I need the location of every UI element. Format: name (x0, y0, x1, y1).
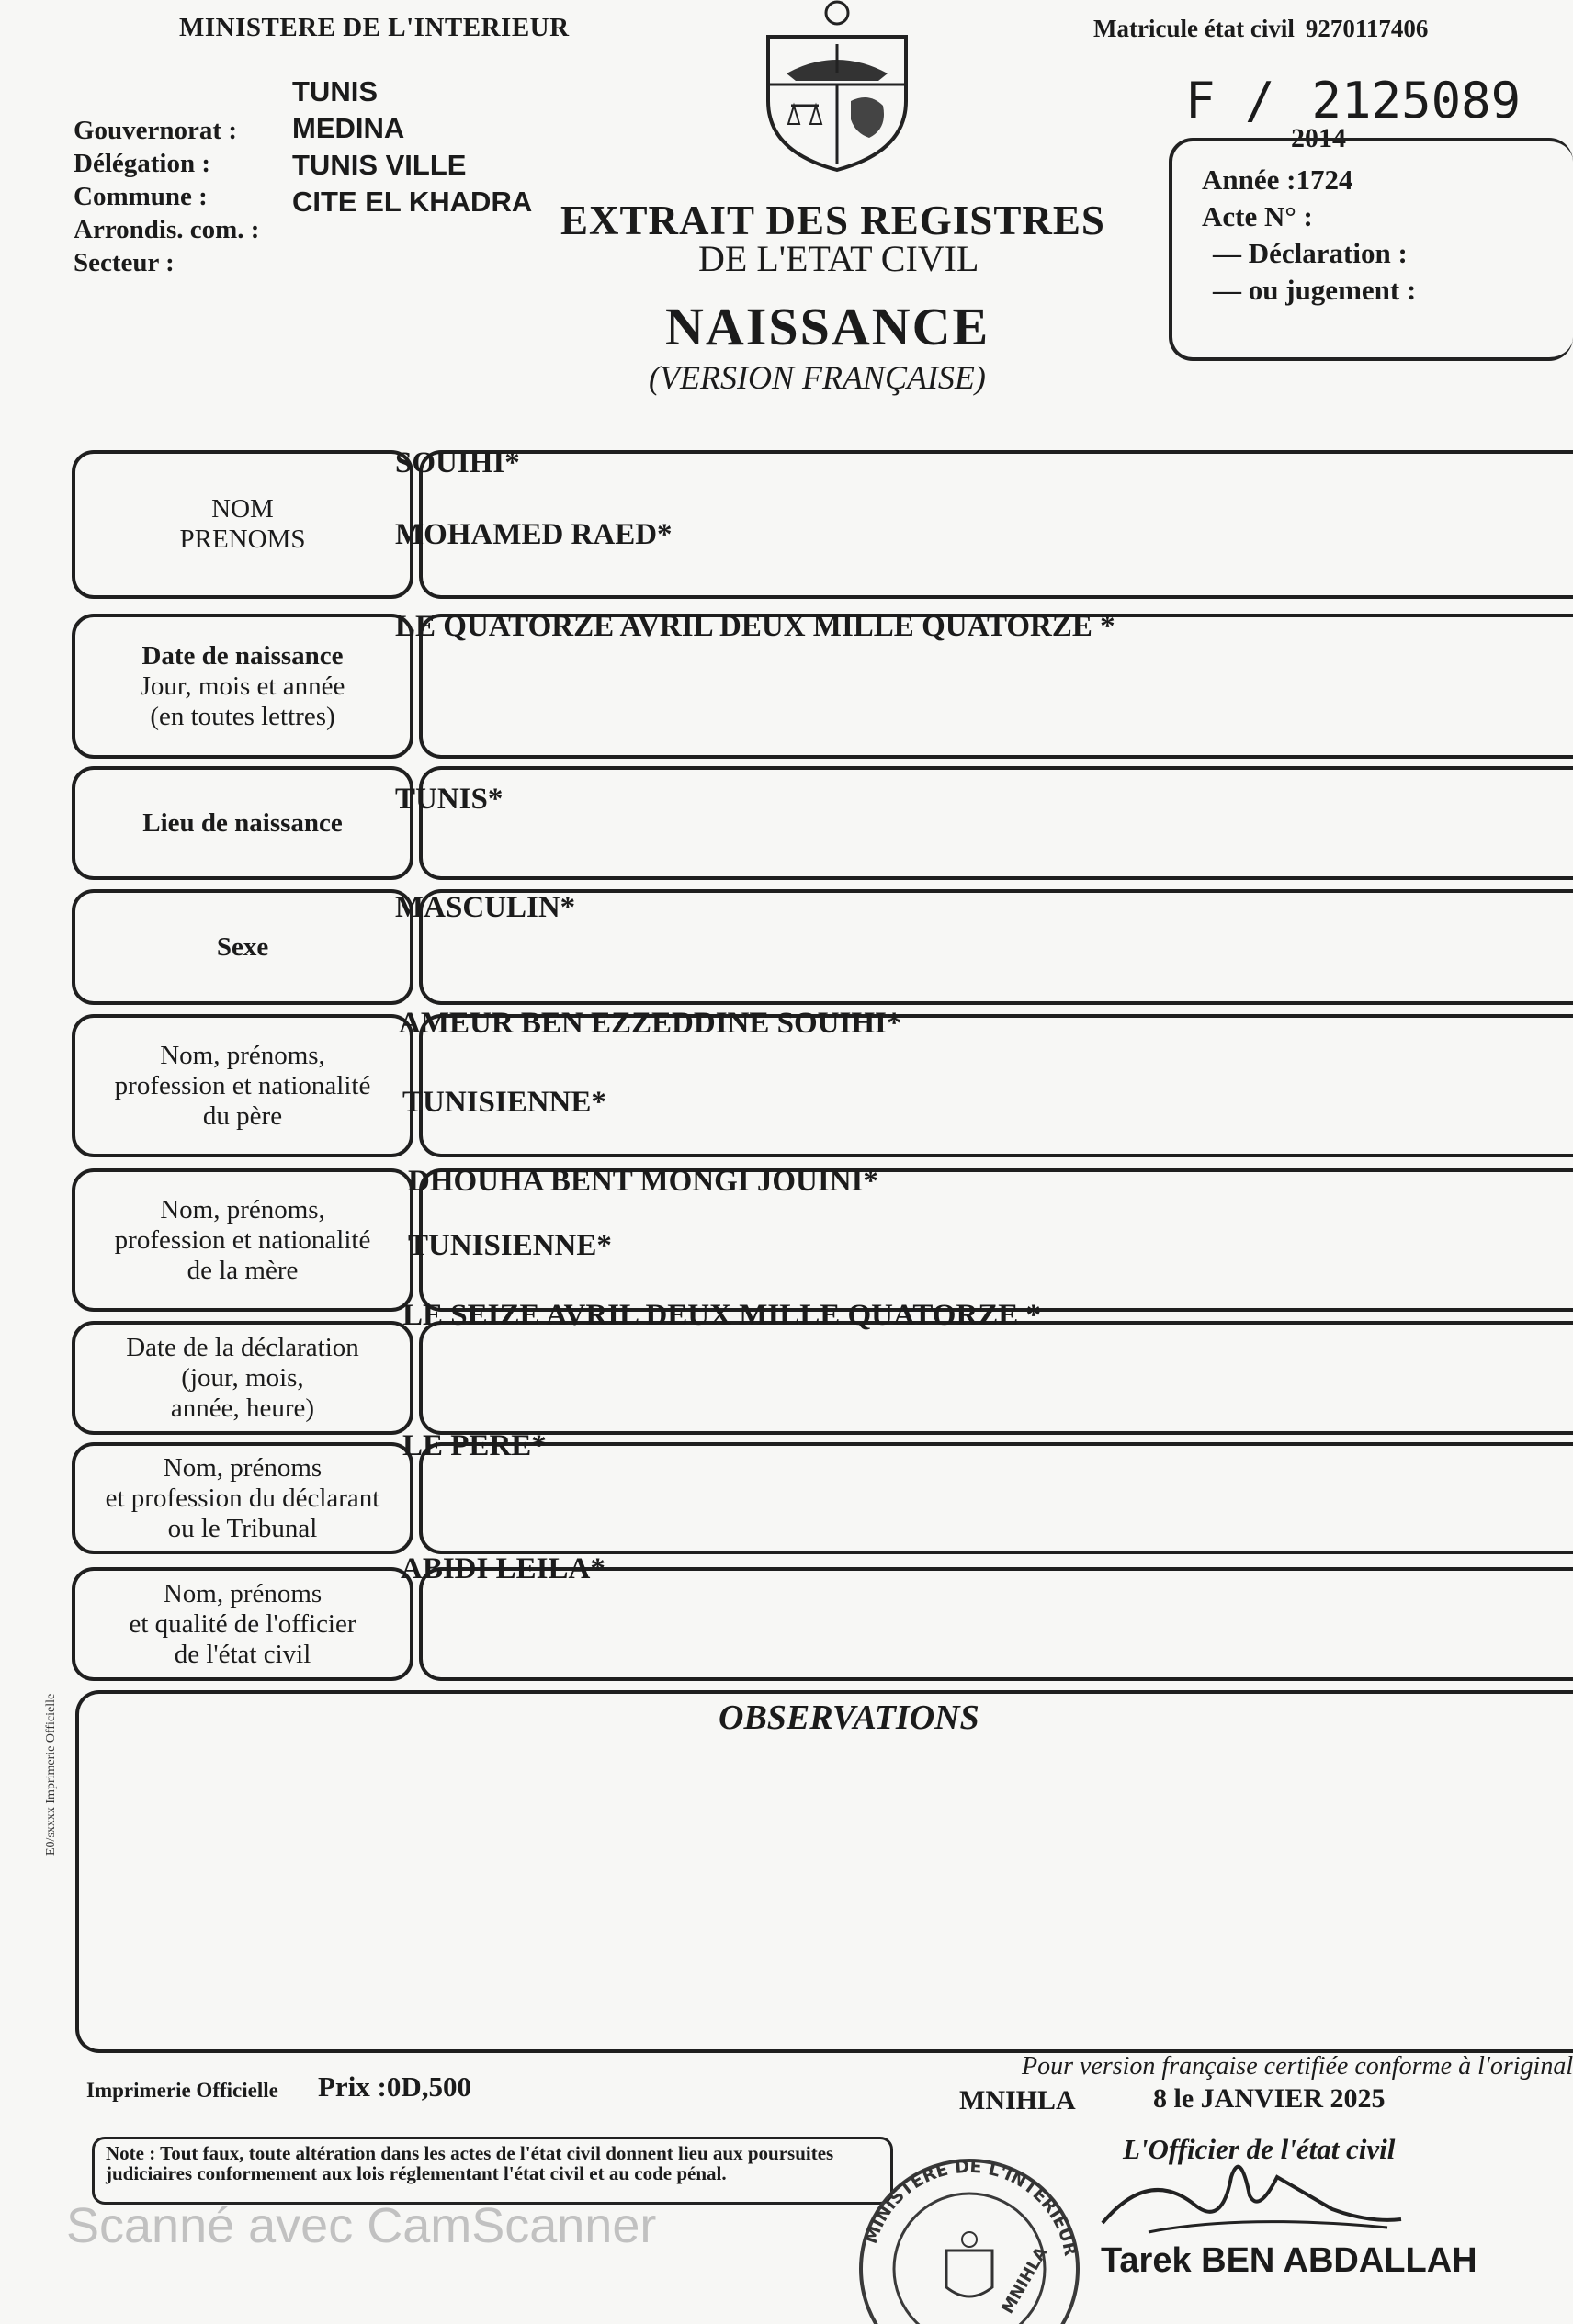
label-line: Jour, mois et année (140, 671, 345, 701)
row-label (72, 1567, 413, 1681)
tunisia-emblem-icon (759, 0, 915, 175)
value-date-declaration: LE SEIZE AVRIL DEUX MILLE QUATORZE * (402, 1299, 1042, 1332)
admin-labels (74, 114, 259, 279)
row-officier (72, 1552, 1573, 1681)
svg-text:MINISTERE DE L'INTERIEUR (861, 2157, 1081, 2258)
title-etat-civil: DE L'ETAT CIVIL (698, 238, 979, 279)
jugement-label: — ou jugement : (1213, 274, 1417, 306)
row-label (72, 766, 413, 880)
observations-box (75, 1690, 1573, 2053)
value-date-naissance: LE QUATORZE AVRIL DEUX MILLE QUATORZE * (395, 610, 1115, 643)
row-field (419, 1321, 1573, 1435)
stamp-place: MNIHLA (998, 2243, 1052, 2318)
label-line: du père (202, 1100, 283, 1131)
officer-name: Tarek BEN ABDALLAH (1101, 2241, 1477, 2280)
row-label (72, 1014, 413, 1157)
officer-signature-icon (1093, 2140, 1406, 2241)
value-nom: SOUIHI* (395, 446, 520, 479)
row-label (72, 614, 413, 759)
imprimerie: Imprimerie Officielle (86, 2079, 278, 2102)
value-mere-nom: DHOUHA BENT MONGI JOUINI* (408, 1165, 878, 1198)
label-line: Nom, prénoms, (160, 1040, 325, 1070)
label-line: Date de la déclaration (126, 1332, 359, 1362)
label-line: (jour, mois, (181, 1362, 304, 1393)
admin-value-gouvernorat: TUNIS (292, 75, 378, 107)
reference-number (1185, 72, 1521, 130)
side-print: E0/sxxxx Imprimerie Officielle (44, 1693, 58, 1856)
label-line: Lieu de naissance (142, 807, 343, 838)
row-field (419, 889, 1573, 1005)
matricule-label: Matricule état civil (1093, 15, 1295, 42)
official-stamp-icon (845, 2140, 1093, 2324)
acte-content (1202, 162, 1416, 309)
value-pere-nationalite: TUNISIENNE* (402, 1086, 606, 1119)
issue-place: MNIHLA (959, 2085, 1076, 2115)
issue-date: 8 le JANVIER 2025 (1153, 2083, 1386, 2114)
label-line: de la mère (187, 1255, 299, 1285)
label-line: et qualité de l'officier (129, 1608, 356, 1639)
admin-values (292, 73, 532, 220)
row-nom-prenoms (72, 446, 1573, 599)
admin-value-commune: TUNIS VILLE (292, 149, 467, 181)
title-naissance: NAISSANCE (665, 297, 990, 356)
row-label (72, 889, 413, 1005)
observations-title: OBSERVATIONS (719, 1698, 979, 1737)
row-lieu-naissance (72, 766, 1573, 880)
label-gouvernorat: Gouvernorat : (74, 116, 237, 145)
row-label (72, 1168, 413, 1312)
admin-value-arrondis: CITE EL KHADRA (292, 186, 533, 218)
label-line: et profession du déclarant (105, 1483, 380, 1513)
declaration-label: — Déclaration : (1213, 237, 1408, 269)
matricule-value: 9270117406 (1305, 15, 1429, 42)
row-date-declaration (72, 1299, 1573, 1435)
admin-value-delegation: MEDINA (292, 112, 405, 144)
legal-note (92, 2137, 893, 2205)
value-prenoms: MOHAMED RAED* (395, 518, 673, 551)
label-line: profession et nationalité (114, 1070, 371, 1100)
label-line: profession et nationalité (114, 1224, 371, 1255)
note-text: Tout faux, toute altération dans les actes de l'état civil donnent lieu aux poursuites judiciaires conformement aux lois réglementant l'état civil et au code pénal. (106, 2142, 834, 2184)
ref-value: 2125089 (1311, 72, 1522, 130)
annee-label: Année : (1202, 164, 1296, 196)
ref-prefix: F / (1185, 72, 1275, 130)
row-label (72, 1442, 413, 1554)
label-line: Nom, prénoms (163, 1452, 323, 1483)
camscanner-watermark: Scanné avec CamScanner (66, 2198, 657, 2253)
label-arrondis: Arrondis. com. : (74, 215, 260, 244)
value-declarant: LE PERE* (402, 1429, 547, 1462)
label-line: année, heure) (170, 1393, 315, 1423)
label-line: PRENOMS (179, 525, 306, 554)
label-secteur: Secteur : (74, 248, 175, 277)
value-mere-nationalite: TUNISIENNE* (408, 1229, 612, 1262)
matricule (1093, 15, 1428, 43)
row-field (419, 1442, 1573, 1554)
ministry-heading: MINISTERE DE L'INTERIEUR (179, 13, 570, 42)
label-line: Date de naissance (141, 640, 344, 671)
prix: Prix :0D,500 (318, 2070, 472, 2103)
note-label: Note : (106, 2142, 156, 2164)
value-lieu-naissance: TUNIS* (395, 783, 504, 816)
label-delegation: Délégation : (74, 149, 210, 178)
value-pere-nom: AMEUR BEN EZZEDDINE SOUIHI* (399, 1007, 902, 1040)
acte-label: Acte N° : (1202, 200, 1313, 232)
label-line: Sexe (216, 931, 269, 962)
label-line: ou le Tribunal (167, 1513, 318, 1543)
row-declarant (72, 1429, 1573, 1554)
certification-text: Pour version française certifiée conforme à l'original (1022, 2052, 1573, 2081)
row-label (72, 450, 413, 599)
label-line: de l'état civil (174, 1639, 311, 1669)
label-line: (en toutes lettres) (150, 701, 335, 731)
stamp-text: MINISTERE DE L'INTERIEUR (860, 2156, 1081, 2258)
row-pere (72, 1007, 1573, 1157)
value-officier: ABIDI LEILA* (401, 1552, 605, 1585)
title-extrait: EXTRAIT DES REGISTRES (560, 197, 1105, 243)
title-version: (VERSION FRANÇAISE) (649, 359, 986, 396)
row-date-naissance (72, 610, 1573, 759)
row-sexe (72, 889, 1573, 1005)
row-field (419, 766, 1573, 880)
officer-title: L'Officier de l'état civil (1123, 2133, 1396, 2165)
annee-value: 2014 (1291, 123, 1346, 153)
acte-value: 1724 (1296, 164, 1353, 196)
row-label (72, 1321, 413, 1435)
label-line: NOM (211, 494, 274, 524)
label-line: Nom, prénoms (163, 1578, 323, 1608)
label-line: Nom, prénoms, (160, 1194, 325, 1224)
label-commune: Commune : (74, 182, 208, 211)
row-mere (72, 1165, 1573, 1312)
value-sexe: MASCULIN* (395, 891, 576, 924)
